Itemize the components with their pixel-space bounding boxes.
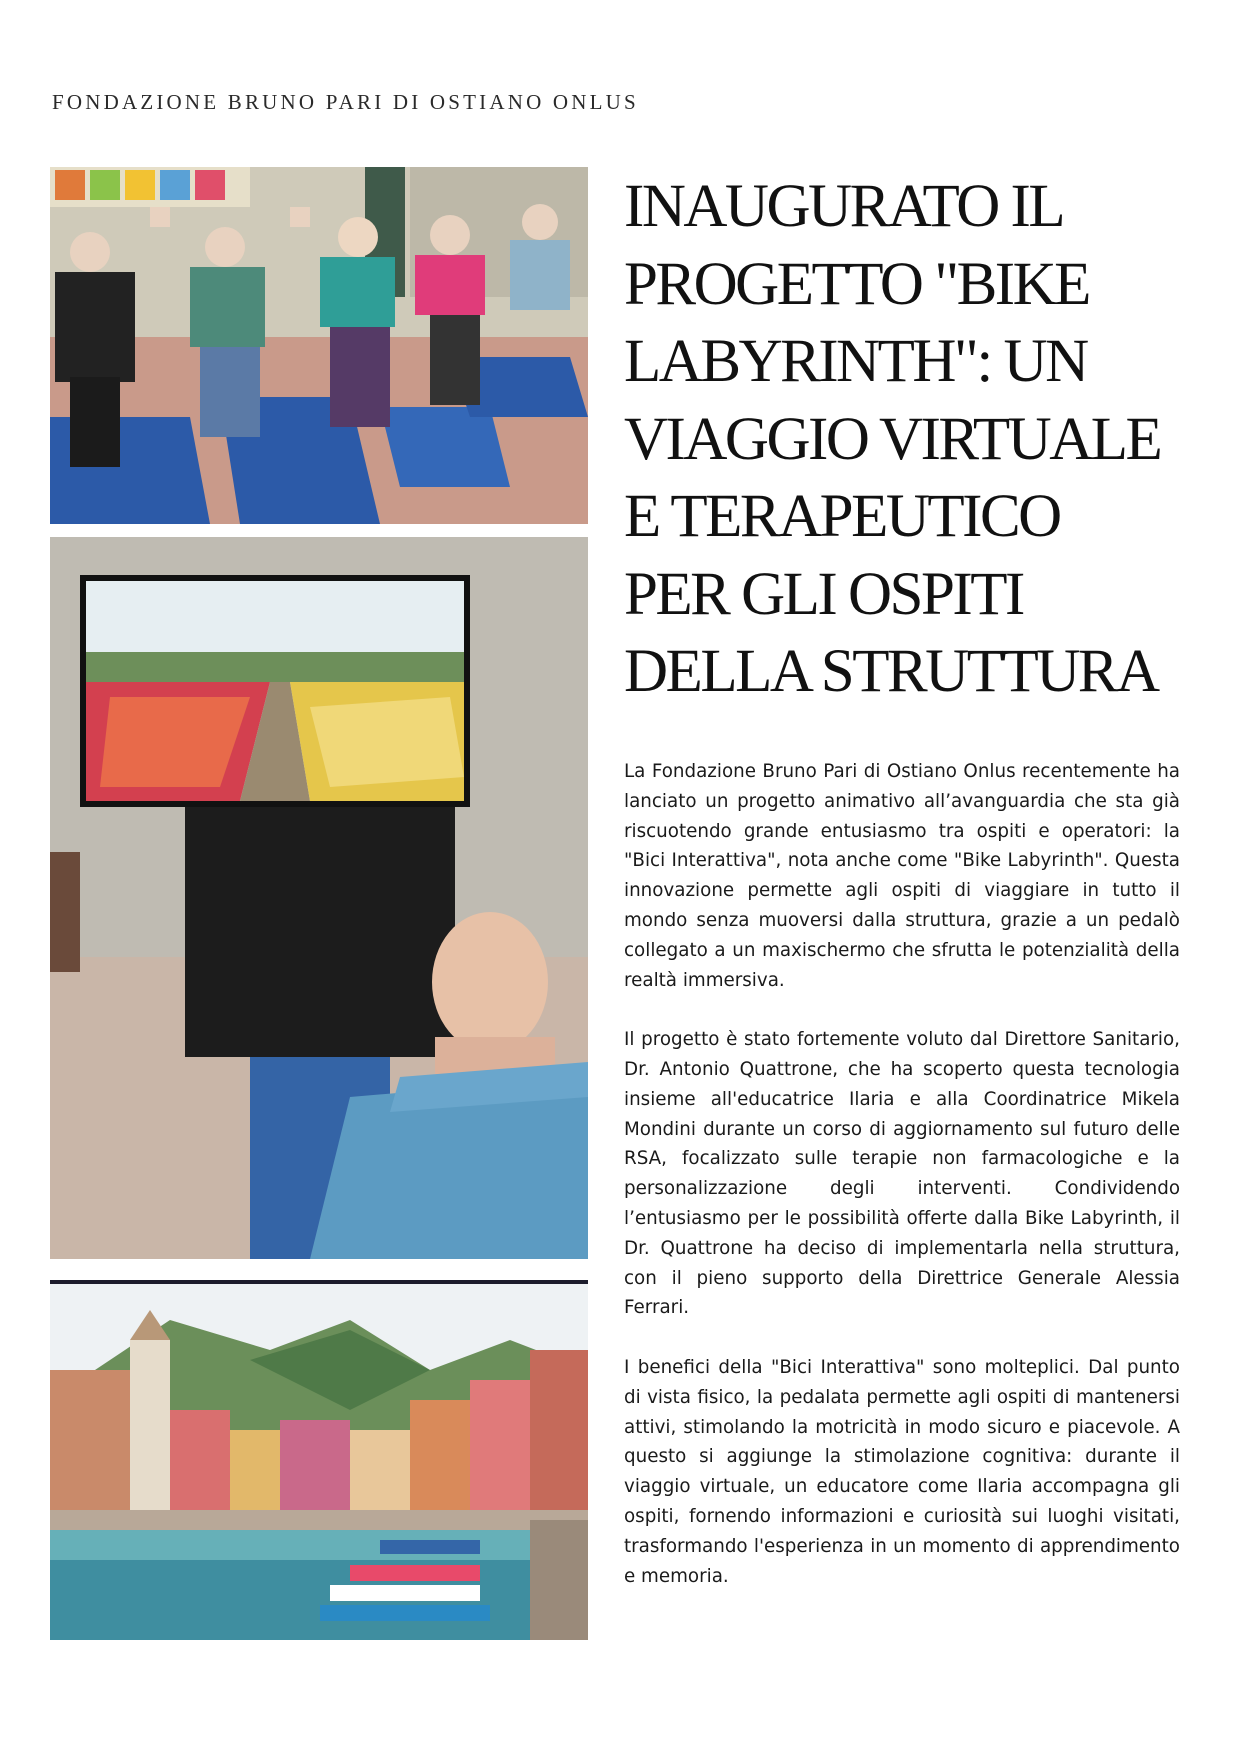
photo-virtual-screen-image: [50, 537, 588, 1259]
headline-line: LABYRINTH": UN: [624, 328, 1087, 395]
photo-virtual-screen: [50, 537, 588, 1259]
headline-line: VIAGGIO VIRTUALE: [624, 405, 1161, 473]
photo-coastal-village: [50, 1280, 588, 1640]
article-body: [624, 757, 1180, 1621]
headline-line: E TERAPEUTICO: [624, 483, 1060, 550]
article-headline: [624, 168, 1214, 711]
article-paragraph: La Fondazione Bruno Pari di Ostiano Onlus recentemente ha lanciato un progetto animativo all’avanguardia che sta già riscuotendo grande entusiasmo tra ospiti e operatori: la "Bici Interattiva", nota anche come "Bike Labyrinth". Questa innovazione permette agli ospiti di viaggiare in tutto il mondo senza muoversi dalla struttura, grazie a un pedalò collegato a un maxischermo che sfrutta le potenzialità della realtà immersiva.: [624, 761, 1180, 991]
headline-line: DELLA STRUTTURA: [624, 638, 1158, 705]
organization-header: FONDAZIONE BRUNO PARI DI OSTIANO ONLUS: [52, 90, 639, 114]
article-paragraph: I benefici della "Bici Interattiva" sono molteplici. Dal punto di vista fisico, la pedalata permette agli ospiti di mantenersi attivi, stimolando la motricità in modo sicuro e piacevole. A questo si aggiunge la stimolazione cognitiva: durante il viaggio virtuale, un educatore come Ilaria accompagna gli ospiti, fornendo informazioni e curiosità sui luoghi visitati, trasformando l'esperienza in un momento di apprendimento e memoria.: [624, 1356, 1180, 1587]
headline-line: PROGETTO "BIKE: [624, 250, 1089, 318]
headline-line: INAUGURATO IL: [624, 173, 1064, 240]
photo-residents-pedaling: [50, 167, 588, 524]
headline-line: PER GLI OSPITI: [624, 560, 1023, 628]
photo-coastal-village-image: [50, 1280, 588, 1640]
article-paragraph: Il progetto è stato fortemente voluto dal Direttore Sanitario, Dr. Antonio Quattrone, che ha scoperto questa tecnologia insieme all'educatrice Ilaria e alla Coordinatrice Mikela Mondini durante un corso di aggiornamento sul futuro delle RSA, focalizzato sulle terapie non farmacologiche e la personalizzazione degli interventi. Condividendo l’entusiasmo per le possibilità offerte dalla Bike Labyrinth, il Dr. Quattrone ha deciso di implementarla nella struttura, con il pieno supporto della Direttrice Generale Alessia Ferrari.: [624, 1029, 1180, 1319]
photo-residents-pedaling-image: [50, 167, 588, 524]
